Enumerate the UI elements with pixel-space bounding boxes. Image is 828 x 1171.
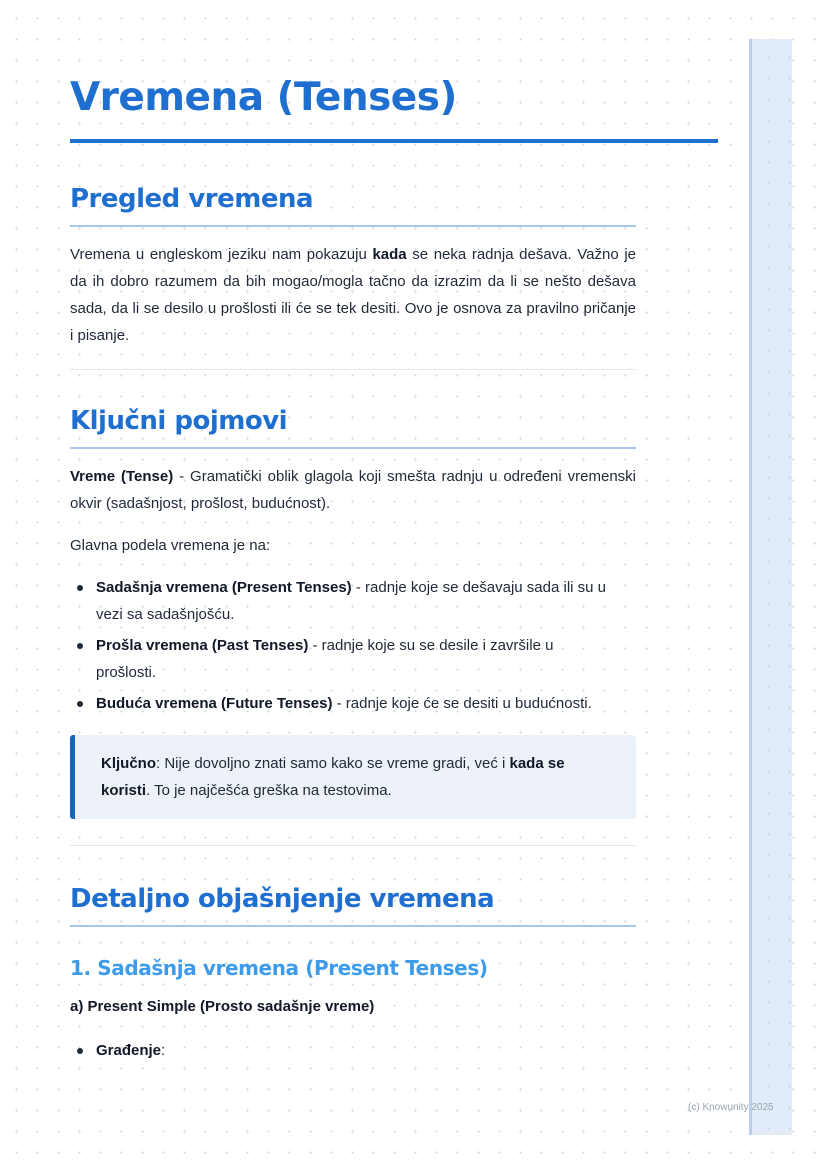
list-item: Prošla vremena (Past Tenses) - radnje koje su se desile i završile u prošlosti.	[70, 632, 616, 686]
copyright-footer: (c) Knowunity 2025	[688, 1102, 774, 1113]
section-heading-overview: Pregled vremena	[70, 181, 636, 227]
title-underline	[70, 139, 718, 143]
division-intro: Glavna podela vremena je na:	[70, 537, 271, 554]
bullet-dot	[77, 585, 83, 591]
key-note-callout: Ključno: Nije dovoljno znati samo kako se vreme gradi, već i kada se koristi. To je najčešća greška na testovima.	[70, 735, 636, 819]
section-heading-key-terms: Ključni pojmovi	[70, 403, 636, 449]
present-simple-list	[70, 1037, 636, 1064]
list-item: Sadašnja vremena (Present Tenses) - radnje koje se dešavaju sada ili su u vezi sa sadašnjošću.	[70, 574, 616, 628]
subsection-heading-present: 1. Sadašnja vremena (Present Tenses)	[70, 956, 488, 980]
bullet-dot	[77, 643, 83, 649]
section-heading-details: Detaljno objašnjenje vremena	[70, 881, 636, 927]
margin-strip	[749, 39, 792, 1135]
section-divider	[70, 369, 636, 370]
list-item: Građenje:	[70, 1037, 636, 1064]
page-title: Vremena (Tenses)	[70, 75, 457, 120]
document-body	[70, 72, 636, 1064]
tense-groups-list	[70, 574, 616, 717]
bullet-dot	[77, 1048, 83, 1054]
section-divider	[70, 845, 636, 846]
overview-paragraph: Vremena u engleskom jeziku nam pokazuju kada se neka radnja dešava. Važno je da ih dobro razumem da bih mogao/mogla tačno da izrazim da li se nešto dešava sada, da li se desilo u prošlosti ili će se tek desiti. Ovo je osnova za pravilno pričanje i pisanje.	[70, 246, 636, 344]
definition-paragraph: Vreme (Tense) - Gramatički oblik glagola koji smešta radnju u određeni vremenski okvir (sadašnjost, prošlost, budućnost).	[70, 468, 636, 512]
list-item: Buduća vremena (Future Tenses) - radnje koje će se desiti u budućnosti.	[70, 690, 616, 717]
present-simple-heading: a) Present Simple (Prosto sadašnje vreme)	[70, 998, 375, 1015]
bullet-dot	[77, 701, 83, 707]
